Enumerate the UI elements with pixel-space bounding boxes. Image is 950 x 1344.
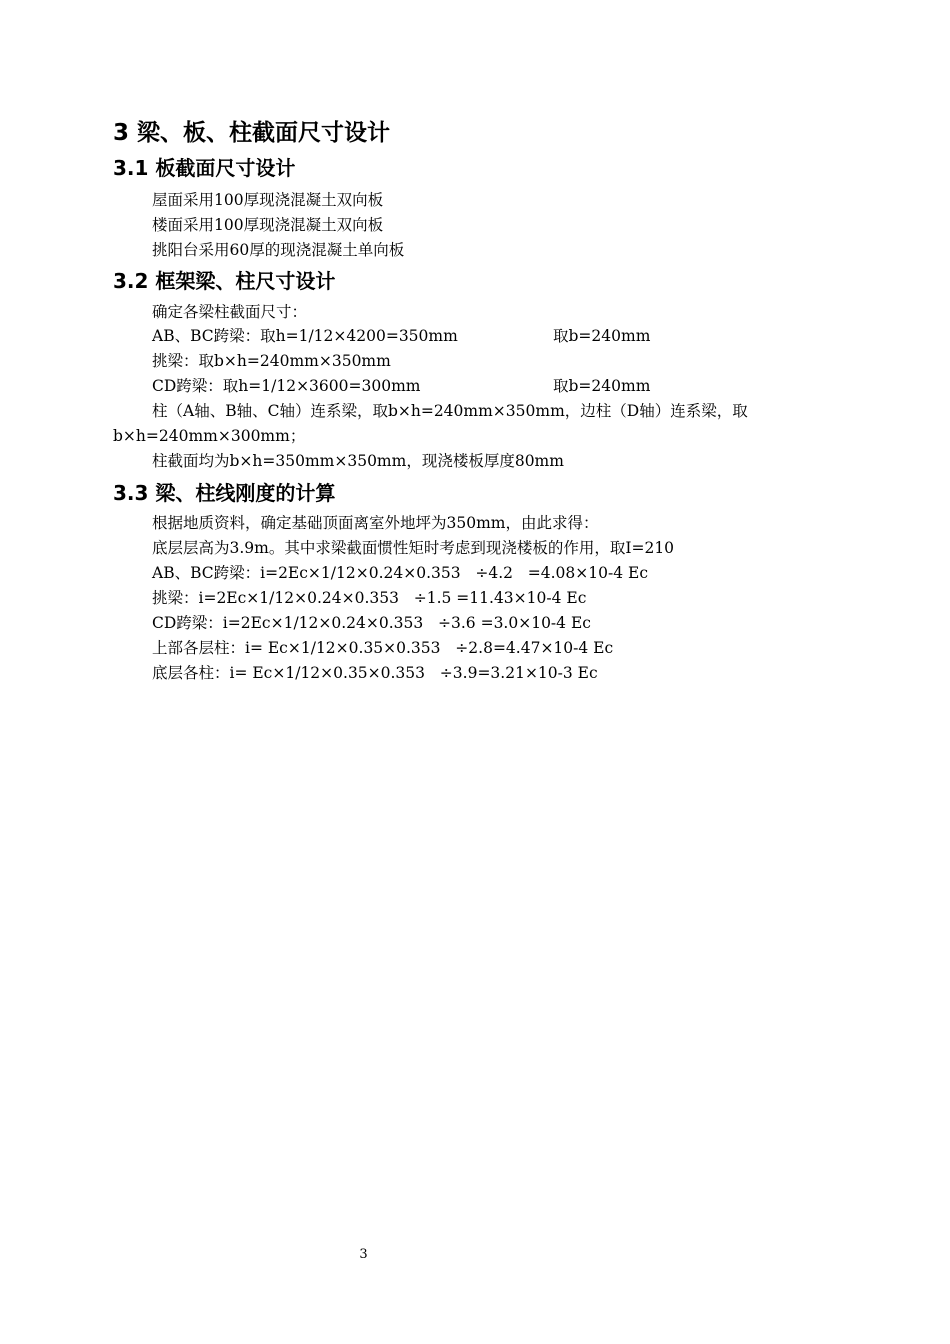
section-3-3-title: 3.3 梁、柱线刚度的计算 xyxy=(113,481,336,505)
cd-beam-height: CD跨梁：取h=1/12×3600=300mm xyxy=(152,377,421,395)
tie-beam-line-1: 柱（A轴、B轴、C轴）连系梁，取b×h=240mm×350mm，边柱（D轴）连系梁，取 xyxy=(152,402,748,420)
section-3-3-line: 底层层高为3.9m。其中求梁截面惯性矩时考虑到现浇楼板的作用，取I=210 xyxy=(152,539,675,557)
section-3-1-line: 楼面采用100厚现浇混凝土双向板 xyxy=(152,216,384,234)
section-3-1-line: 挑阳台采用60厚的现浇混凝土单向板 xyxy=(152,241,405,259)
section-3-1-title: 3.1 板截面尺寸设计 xyxy=(113,156,296,180)
section-3-3-line: 底层各柱：i= Ec×1/12×0.35×0.353 ÷3.9=3.21×10-3 Ec xyxy=(152,664,598,682)
section-3-3-line: 根据地质资料，确定基础顶面离室外地坪为350mm，由此求得： xyxy=(152,514,599,532)
ab-bc-beam-height: AB、BC跨梁：取h=1/12×4200=350mm xyxy=(152,327,458,345)
tie-beam-line-2: b×h=240mm×300mm； xyxy=(113,427,306,445)
page-number: 3 xyxy=(359,1247,368,1262)
section-3-3-line: AB、BC跨梁：i=2Ec×1/12×0.24×0.353 ÷4.2 =4.08×10-4 Ec xyxy=(152,564,649,582)
section-3-3-line: 上部各层柱：i= Ec×1/12×0.35×0.353 ÷2.8=4.47×10-4 Ec xyxy=(152,639,614,657)
section-3-2-title: 3.2 框架梁、柱尺寸设计 xyxy=(113,269,336,293)
cd-beam-width: 取b=240mm xyxy=(553,377,651,395)
section-3-3-line: CD跨梁：i=2Ec×1/12×0.24×0.353 ÷3.6 =3.0×10-4 Ec xyxy=(152,614,591,632)
section-3-3-line: 挑梁：i=2Ec×1/12×0.24×0.353 ÷1.5 =11.43×10-4 Ec xyxy=(152,589,587,607)
ab-bc-beam-width: 取b=240mm xyxy=(553,327,651,345)
chapter-title: 3 梁、板、柱截面尺寸设计 xyxy=(113,120,391,146)
cantilever-beam-size: 挑梁：取b×h=240mm×350mm xyxy=(152,352,391,370)
section-3-1-line: 屋面采用100厚现浇混凝土双向板 xyxy=(152,191,384,209)
section-3-2-intro: 确定各梁柱截面尺寸： xyxy=(152,303,308,321)
column-section-size: 柱截面均为b×h=350mm×350mm，现浇楼板厚度80mm xyxy=(152,452,564,470)
